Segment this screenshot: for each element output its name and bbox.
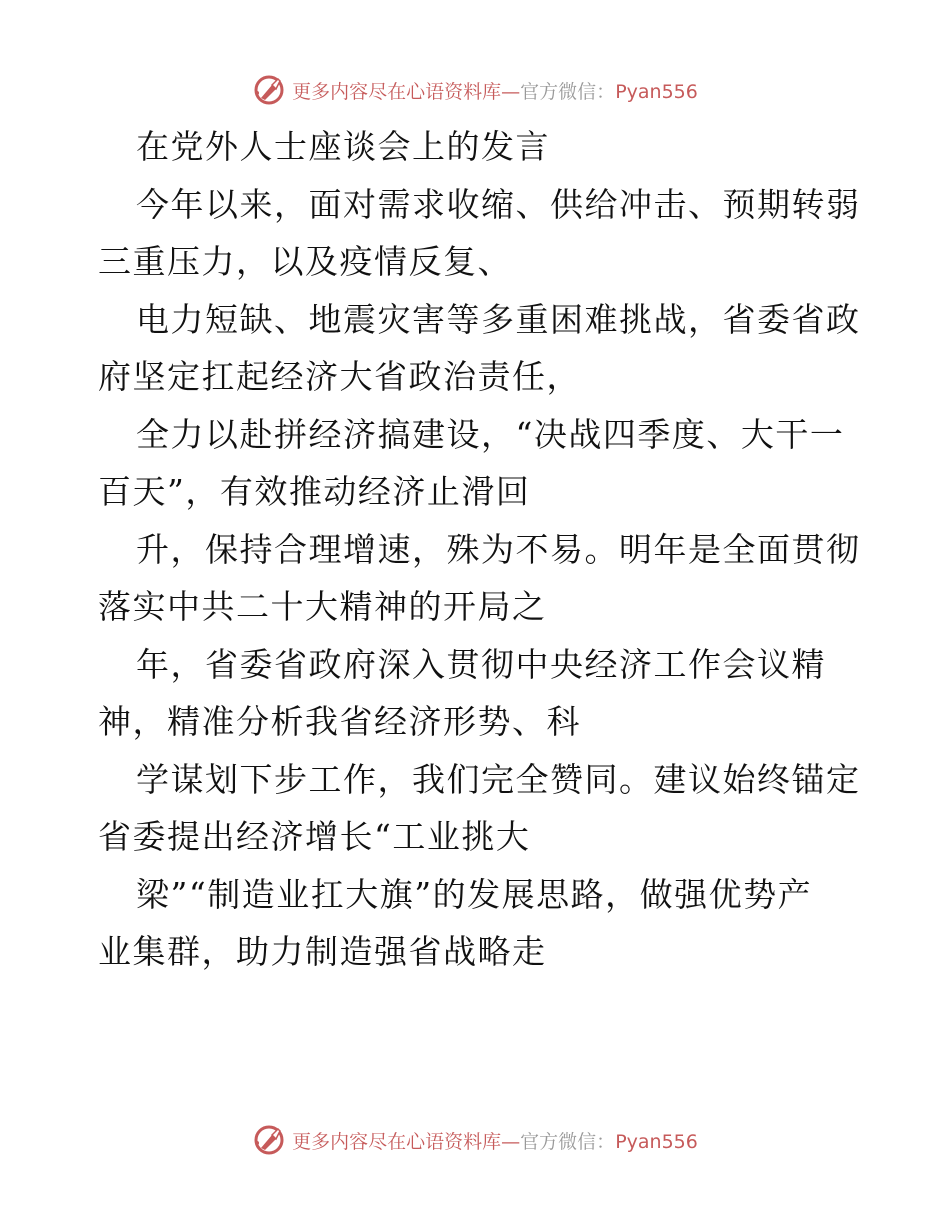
header-watermark — [0, 70, 950, 110]
paragraph-line: 业集群，助力制造强省战略走 — [98, 932, 547, 971]
paragraph-line: 升，保持合理增速，殊为不易。明年是全面贯彻 — [136, 529, 861, 569]
watermark-label: 官方微信： — [520, 1130, 616, 1153]
document-body — [98, 118, 861, 981]
watermark-id: Pyan556 — [615, 80, 698, 103]
paragraph-line: 三重压力，以及疫情反复、 — [98, 242, 512, 281]
watermark-separator: — — [501, 1130, 521, 1153]
pen-nib-logo-icon — [252, 1123, 286, 1157]
paragraph-line: 百天”，有效推动经济止滑回 — [98, 472, 531, 511]
watermark-separator: — — [501, 80, 521, 103]
watermark-id: Pyan556 — [615, 1130, 698, 1153]
watermark-main: 更多内容尽在心语资料库 — [292, 1130, 502, 1153]
paragraph-line: 电力短缺、地震灾害等多重困难挑战，省委省政 — [136, 299, 861, 339]
paragraph-line: 省委提出经济增长“工业挑大 — [98, 817, 531, 856]
paragraph-line: 梁”“制造业扛大旗”的发展思路，做强优势产 — [136, 874, 813, 914]
watermark-text — [292, 77, 698, 104]
pen-nib-logo-icon — [252, 73, 286, 107]
watermark-text — [292, 1127, 698, 1154]
paragraph-line: 落实中共二十大精神的开局之 — [98, 587, 547, 626]
watermark-label: 官方微信： — [520, 80, 616, 103]
paragraph-line: 今年以来，面对需求收缩、供给冲击、预期转弱 — [136, 184, 861, 224]
paragraph-line: 全力以赴拼经济搞建设，“决战四季度、大干一 — [136, 414, 845, 454]
doc-title: 在党外人士座谈会上的发言 — [136, 127, 550, 166]
paragraph-line: 学谋划下步工作，我们完全赞同。建议始终锚定 — [136, 759, 861, 799]
paragraph-line: 年，省委省政府深入贯彻中央经济工作会议精 — [136, 644, 826, 684]
footer-watermark — [0, 1120, 950, 1160]
paragraph-line: 神，精准分析我省经济形势、科 — [98, 702, 581, 741]
watermark-main: 更多内容尽在心语资料库 — [292, 80, 502, 103]
paragraph-line: 府坚定扛起经济大省政治责任， — [98, 357, 581, 396]
